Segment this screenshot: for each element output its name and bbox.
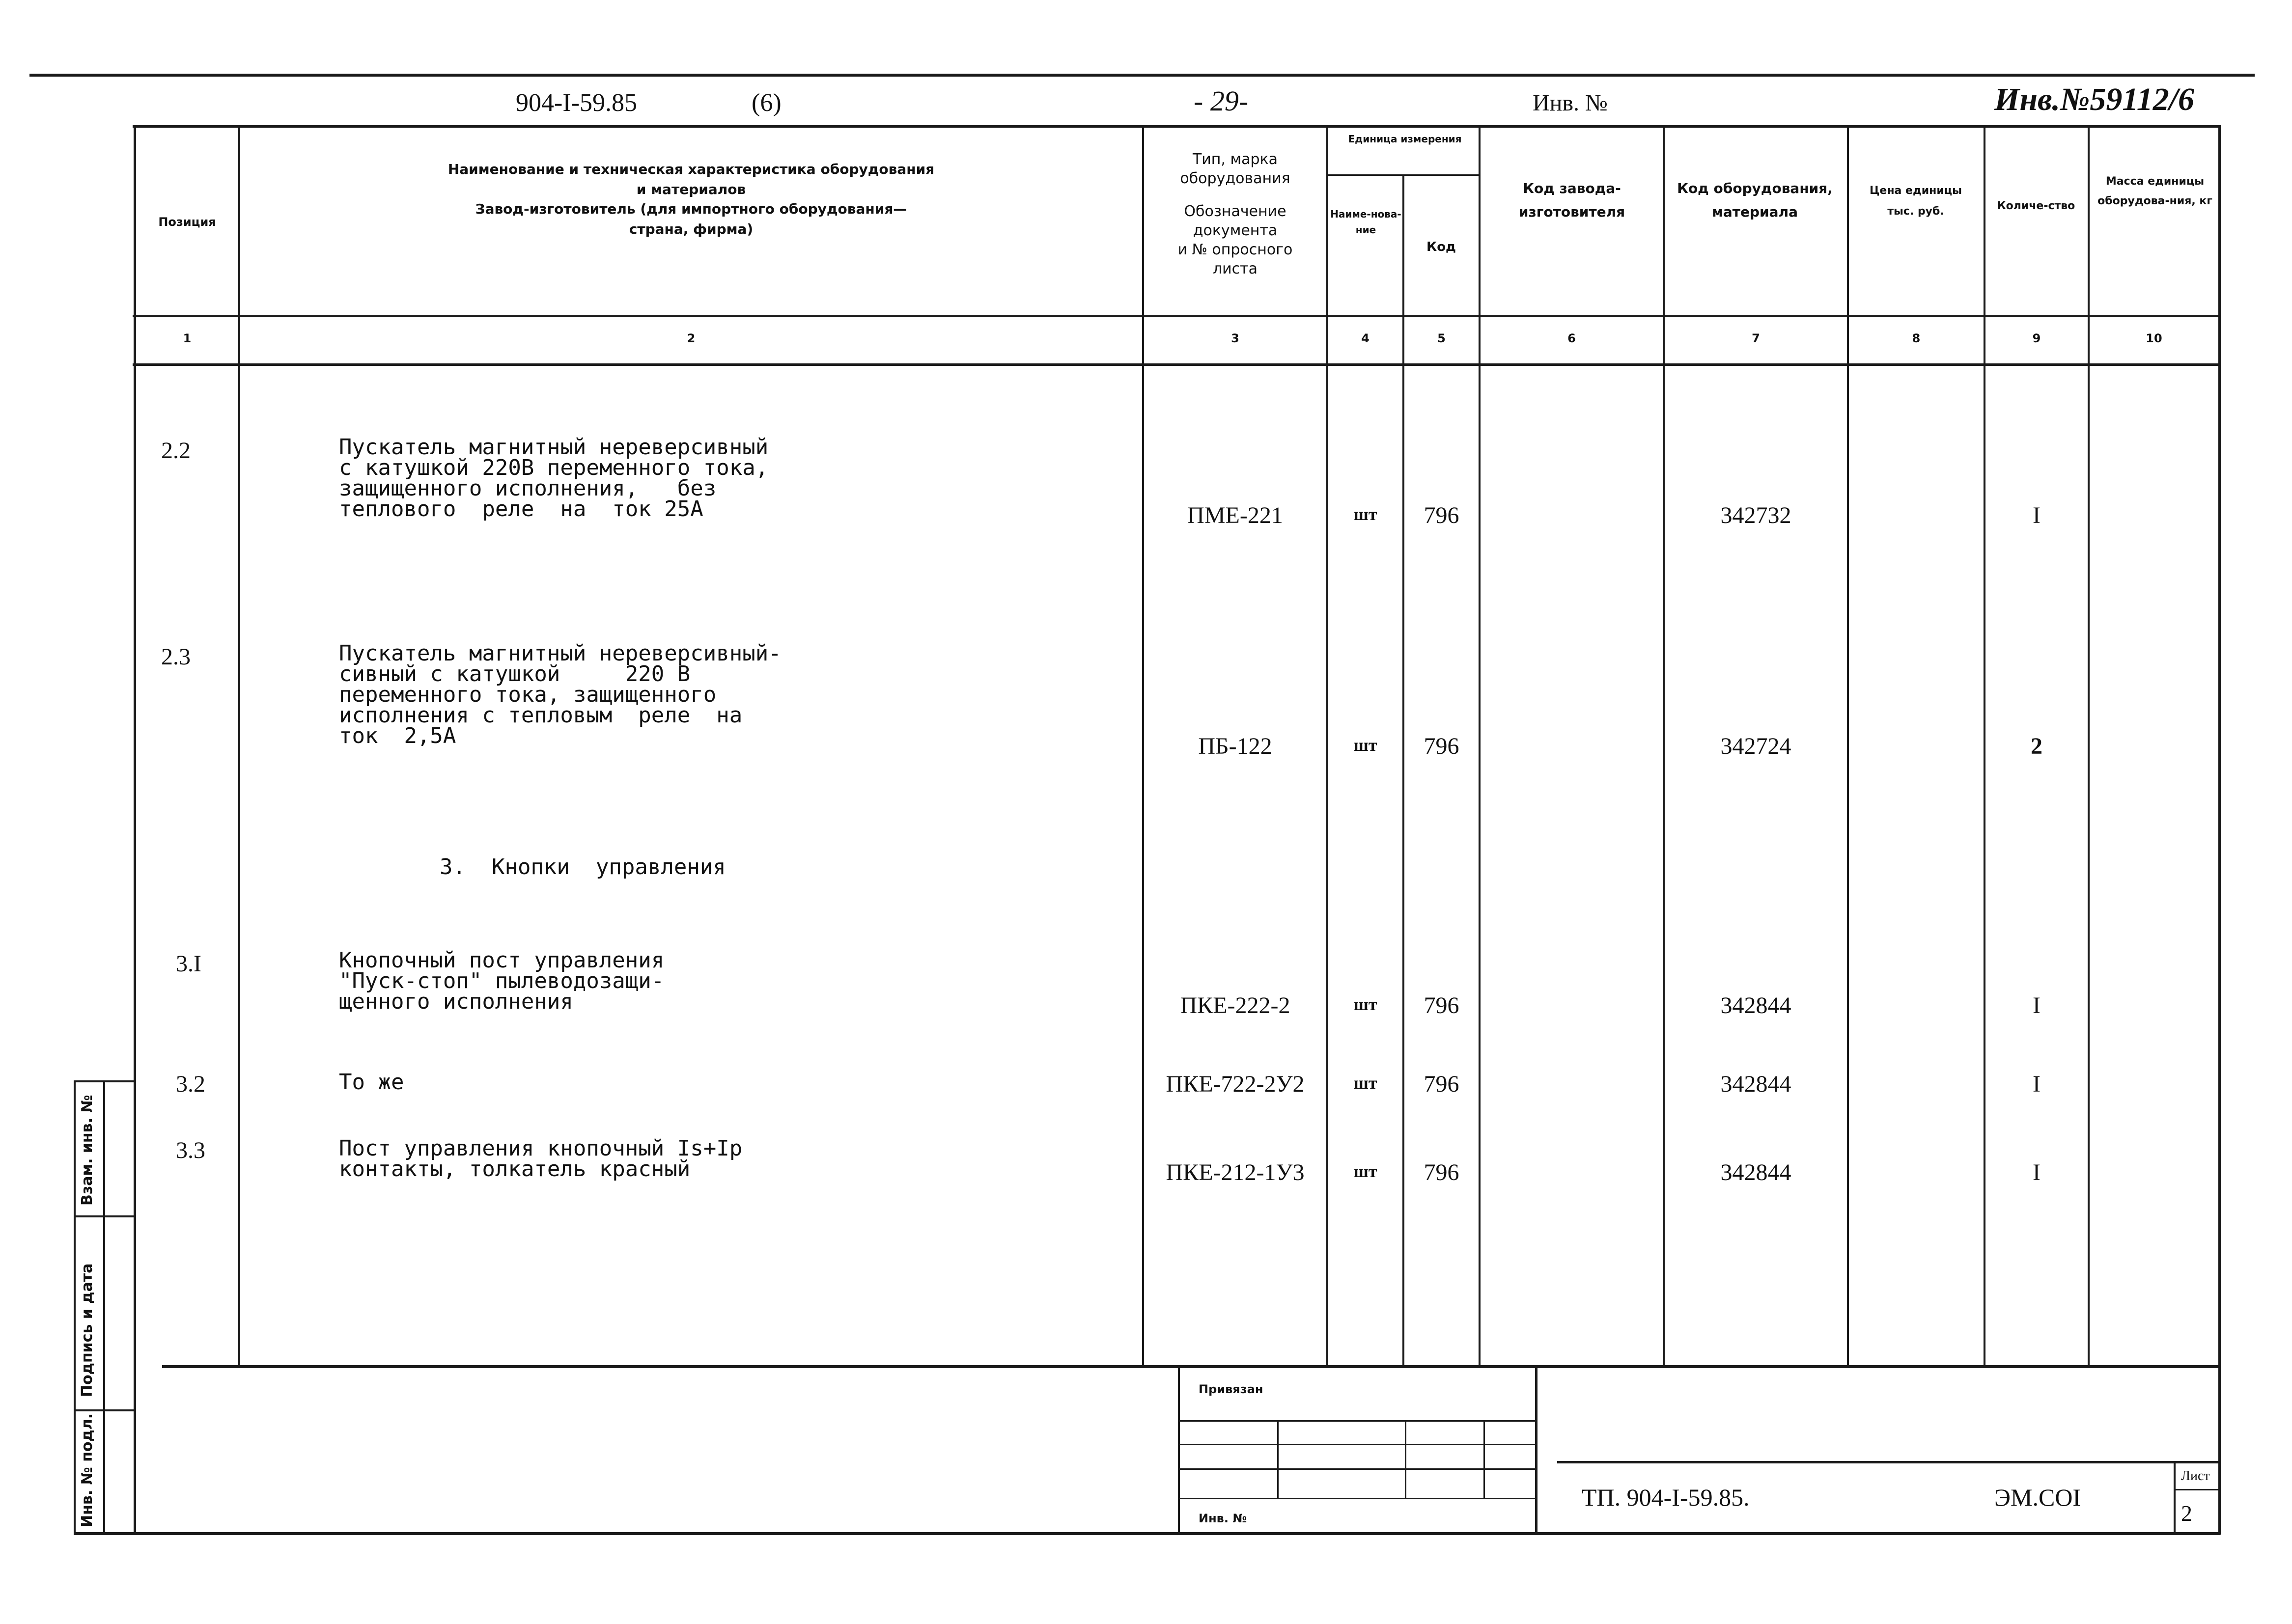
side-strip-top — [74, 1080, 135, 1082]
row-2-3-unit: шт — [1353, 735, 1377, 755]
col-header-quantity: Количе-ство — [1997, 200, 2075, 212]
row-2-3-position: 2.3 — [161, 644, 191, 670]
row-3-3-type: ПКЕ-212-1У3 — [1166, 1159, 1305, 1185]
row-3-1-unit-code: 796 — [1424, 992, 1459, 1018]
row-2-3-unit-code: 796 — [1424, 733, 1459, 759]
stamp-privyazan-label: Привязан — [1199, 1382, 1263, 1396]
row-2-3-type: ПБ-122 — [1198, 733, 1272, 759]
col-number-2: 2 — [687, 331, 696, 345]
side-strip-left — [74, 1080, 76, 1535]
col-number-9: 9 — [2032, 331, 2041, 345]
header-inv-label: Инв. № — [1533, 90, 1608, 116]
col-number-7: 7 — [1752, 331, 1760, 345]
stamp-sheet-number: 2 — [2181, 1501, 2192, 1526]
col-header-unit-code: Код — [1426, 240, 1456, 254]
row-2-2-unit: шт — [1353, 504, 1377, 524]
row-2-3-description: Пускатель магнитный нереверсивный- сивный с катушкой 220 В переменного тока, защищенного исполнения с тепловым реле на ток 2,5А — [339, 641, 782, 748]
stamp-doc-code: ЭМ.СОI — [1994, 1484, 2081, 1511]
col-header-name-line3: Завод-изготовитель (для импортного оборудования— — [475, 201, 907, 218]
stamp-privyazan-col2 — [1405, 1420, 1406, 1499]
stamp-privyazan-right — [1535, 1365, 1537, 1535]
side-label-podpis: Подпись и дата — [79, 1263, 96, 1397]
row-3-1-position: 3.I — [176, 951, 201, 977]
stamp-title-top — [1557, 1461, 2220, 1463]
col-number-1: 1 — [183, 331, 192, 345]
row-2-3-equipment-code: 342724 — [1720, 733, 1791, 759]
table-top-border — [133, 125, 2220, 128]
row-3-3-unit: шт — [1353, 1161, 1377, 1181]
row-2-2-type: ПМЕ-221 — [1187, 502, 1283, 528]
row-3-1-description: Кнопочный пост управления "Пуск-стоп" пылеводозащи- щенного исполнения — [339, 948, 665, 1014]
col-header-mass: Масса единицы оборудова-ния, кг — [2097, 175, 2212, 207]
col-header-unit-group: Единица измерения — [1348, 133, 1462, 145]
col-number-3: 3 — [1231, 331, 1239, 345]
row-3-3-description: Пост управления кнопочный Is+Ip контакты, толкатель красный — [339, 1136, 743, 1182]
stamp-privyazan-row1 — [1179, 1420, 1537, 1422]
stamp-privyazan-row2 — [1179, 1444, 1537, 1445]
stamp-privyazan-row4 — [1179, 1498, 1537, 1499]
col-number-6: 6 — [1567, 331, 1576, 345]
table-colnum-bottom-border — [133, 363, 2220, 366]
row-3-2-equipment-code: 342844 — [1720, 1071, 1791, 1097]
unit-group-divider — [1326, 174, 1480, 176]
row-2-2-unit-code: 796 — [1424, 502, 1459, 528]
row-3-3-position: 3.3 — [176, 1137, 205, 1163]
row-3-2-position: 3.2 — [176, 1071, 205, 1097]
col-number-8: 8 — [1912, 331, 1921, 345]
stamp-doc-title: ТП. 904-I-59.85. — [1582, 1484, 1750, 1511]
side-label-vzam: Взам. инв. № — [79, 1095, 96, 1206]
row-3-3-unit-code: 796 — [1424, 1159, 1459, 1185]
col-header-type-line4: документа — [1193, 222, 1278, 239]
col-header-type — [1144, 150, 1326, 278]
col-number-5: 5 — [1437, 331, 1446, 345]
table-right-border — [2218, 125, 2221, 1535]
row-3-1-equipment-code: 342844 — [1720, 992, 1791, 1018]
col-divider-1 — [238, 125, 240, 1368]
side-strip-div1 — [74, 1215, 135, 1217]
row-2-3-quantity: 2 — [2031, 733, 2042, 759]
side-strip-right — [103, 1080, 105, 1535]
col-header-name-line2: и материалов — [636, 181, 746, 197]
row-3-2-description: То же — [339, 1070, 404, 1095]
row-3-2-quantity: I — [2033, 1071, 2040, 1097]
row-3-2-type: ПКЕ-722-2У2 — [1166, 1071, 1305, 1097]
row-3-1-quantity: I — [2033, 992, 2040, 1018]
stamp-privyazan-row3 — [1179, 1468, 1537, 1470]
stamp-inv-number-label: Инв. № — [1199, 1512, 1247, 1525]
col-header-unit-name: Наиме-нова-ние — [1330, 208, 1401, 236]
top-border — [29, 74, 2255, 77]
page-bottom-border — [74, 1532, 2220, 1535]
header-part: (6) — [752, 89, 782, 117]
row-3-3-equipment-code: 342844 — [1720, 1159, 1791, 1185]
col-number-10: 10 — [2146, 331, 2162, 345]
col-header-type-line6: листа — [1212, 260, 1258, 277]
row-2-2-quantity: I — [2033, 502, 2040, 528]
row-3-2-unit: шт — [1353, 1073, 1377, 1093]
col-header-position: Позиция — [158, 215, 216, 229]
col-divider-4 — [1402, 174, 1404, 1368]
col-header-type-line5: и № опросного — [1177, 241, 1293, 258]
row-2-2-equipment-code: 342732 — [1720, 502, 1791, 528]
section-3-title: 3. Кнопки управления — [440, 854, 726, 880]
row-2-2-description: Пускатель магнитный нереверсивный с катушкой 220В переменного тока, защищенного исполнения, без теплового реле на ток 25А — [339, 435, 769, 522]
col-divider-7 — [1847, 125, 1849, 1368]
stamp-sheet-label: Лист — [2181, 1468, 2210, 1484]
table-bottom-border — [162, 1365, 2220, 1368]
col-header-price: Цена единицы тыс. руб. — [1870, 185, 1962, 218]
header-page-number: - 29- — [1194, 85, 1249, 117]
stamp-privyazan-col1 — [1277, 1420, 1279, 1499]
row-2-2-position: 2.2 — [161, 438, 191, 464]
col-header-name-line1: Наименование и техническая характеристика оборудования — [447, 161, 935, 177]
col-header-factory-code: Код завода-изготовителя — [1518, 180, 1625, 220]
row-3-1-unit: шт — [1353, 994, 1377, 1014]
side-label-inv-podl: Инв. № подл. — [79, 1413, 96, 1527]
col-header-name-line4: страна, фирма) — [629, 220, 754, 237]
col-header-type-line2: оборудования — [1180, 170, 1290, 187]
col-header-equipment-code: Код оборудования, материала — [1677, 180, 1833, 220]
header-inv-handwritten: Инв.№59112/6 — [1994, 82, 2195, 117]
col-header-type-line3: Обозначение — [1184, 203, 1286, 220]
stamp-sheet-divider — [2174, 1463, 2176, 1535]
col-header-name — [240, 160, 1142, 239]
col-number-4: 4 — [1361, 331, 1370, 345]
row-3-2-unit-code: 796 — [1424, 1071, 1459, 1097]
col-divider-9 — [2088, 125, 2090, 1368]
stamp-privyazan-col3 — [1483, 1420, 1485, 1499]
table-header-bottom-border — [133, 315, 2220, 317]
row-3-3-quantity: I — [2033, 1159, 2040, 1185]
stamp-sheet-hline — [2174, 1489, 2220, 1490]
col-header-type-line1: Тип, марка — [1192, 151, 1278, 168]
header-doc-code: 904-I-59.85 — [516, 89, 637, 117]
side-strip-div2 — [74, 1409, 135, 1411]
col-divider-5 — [1479, 125, 1481, 1368]
row-3-1-type: ПКЕ-222-2 — [1180, 992, 1290, 1018]
stamp-privyazan-left — [1178, 1365, 1180, 1535]
